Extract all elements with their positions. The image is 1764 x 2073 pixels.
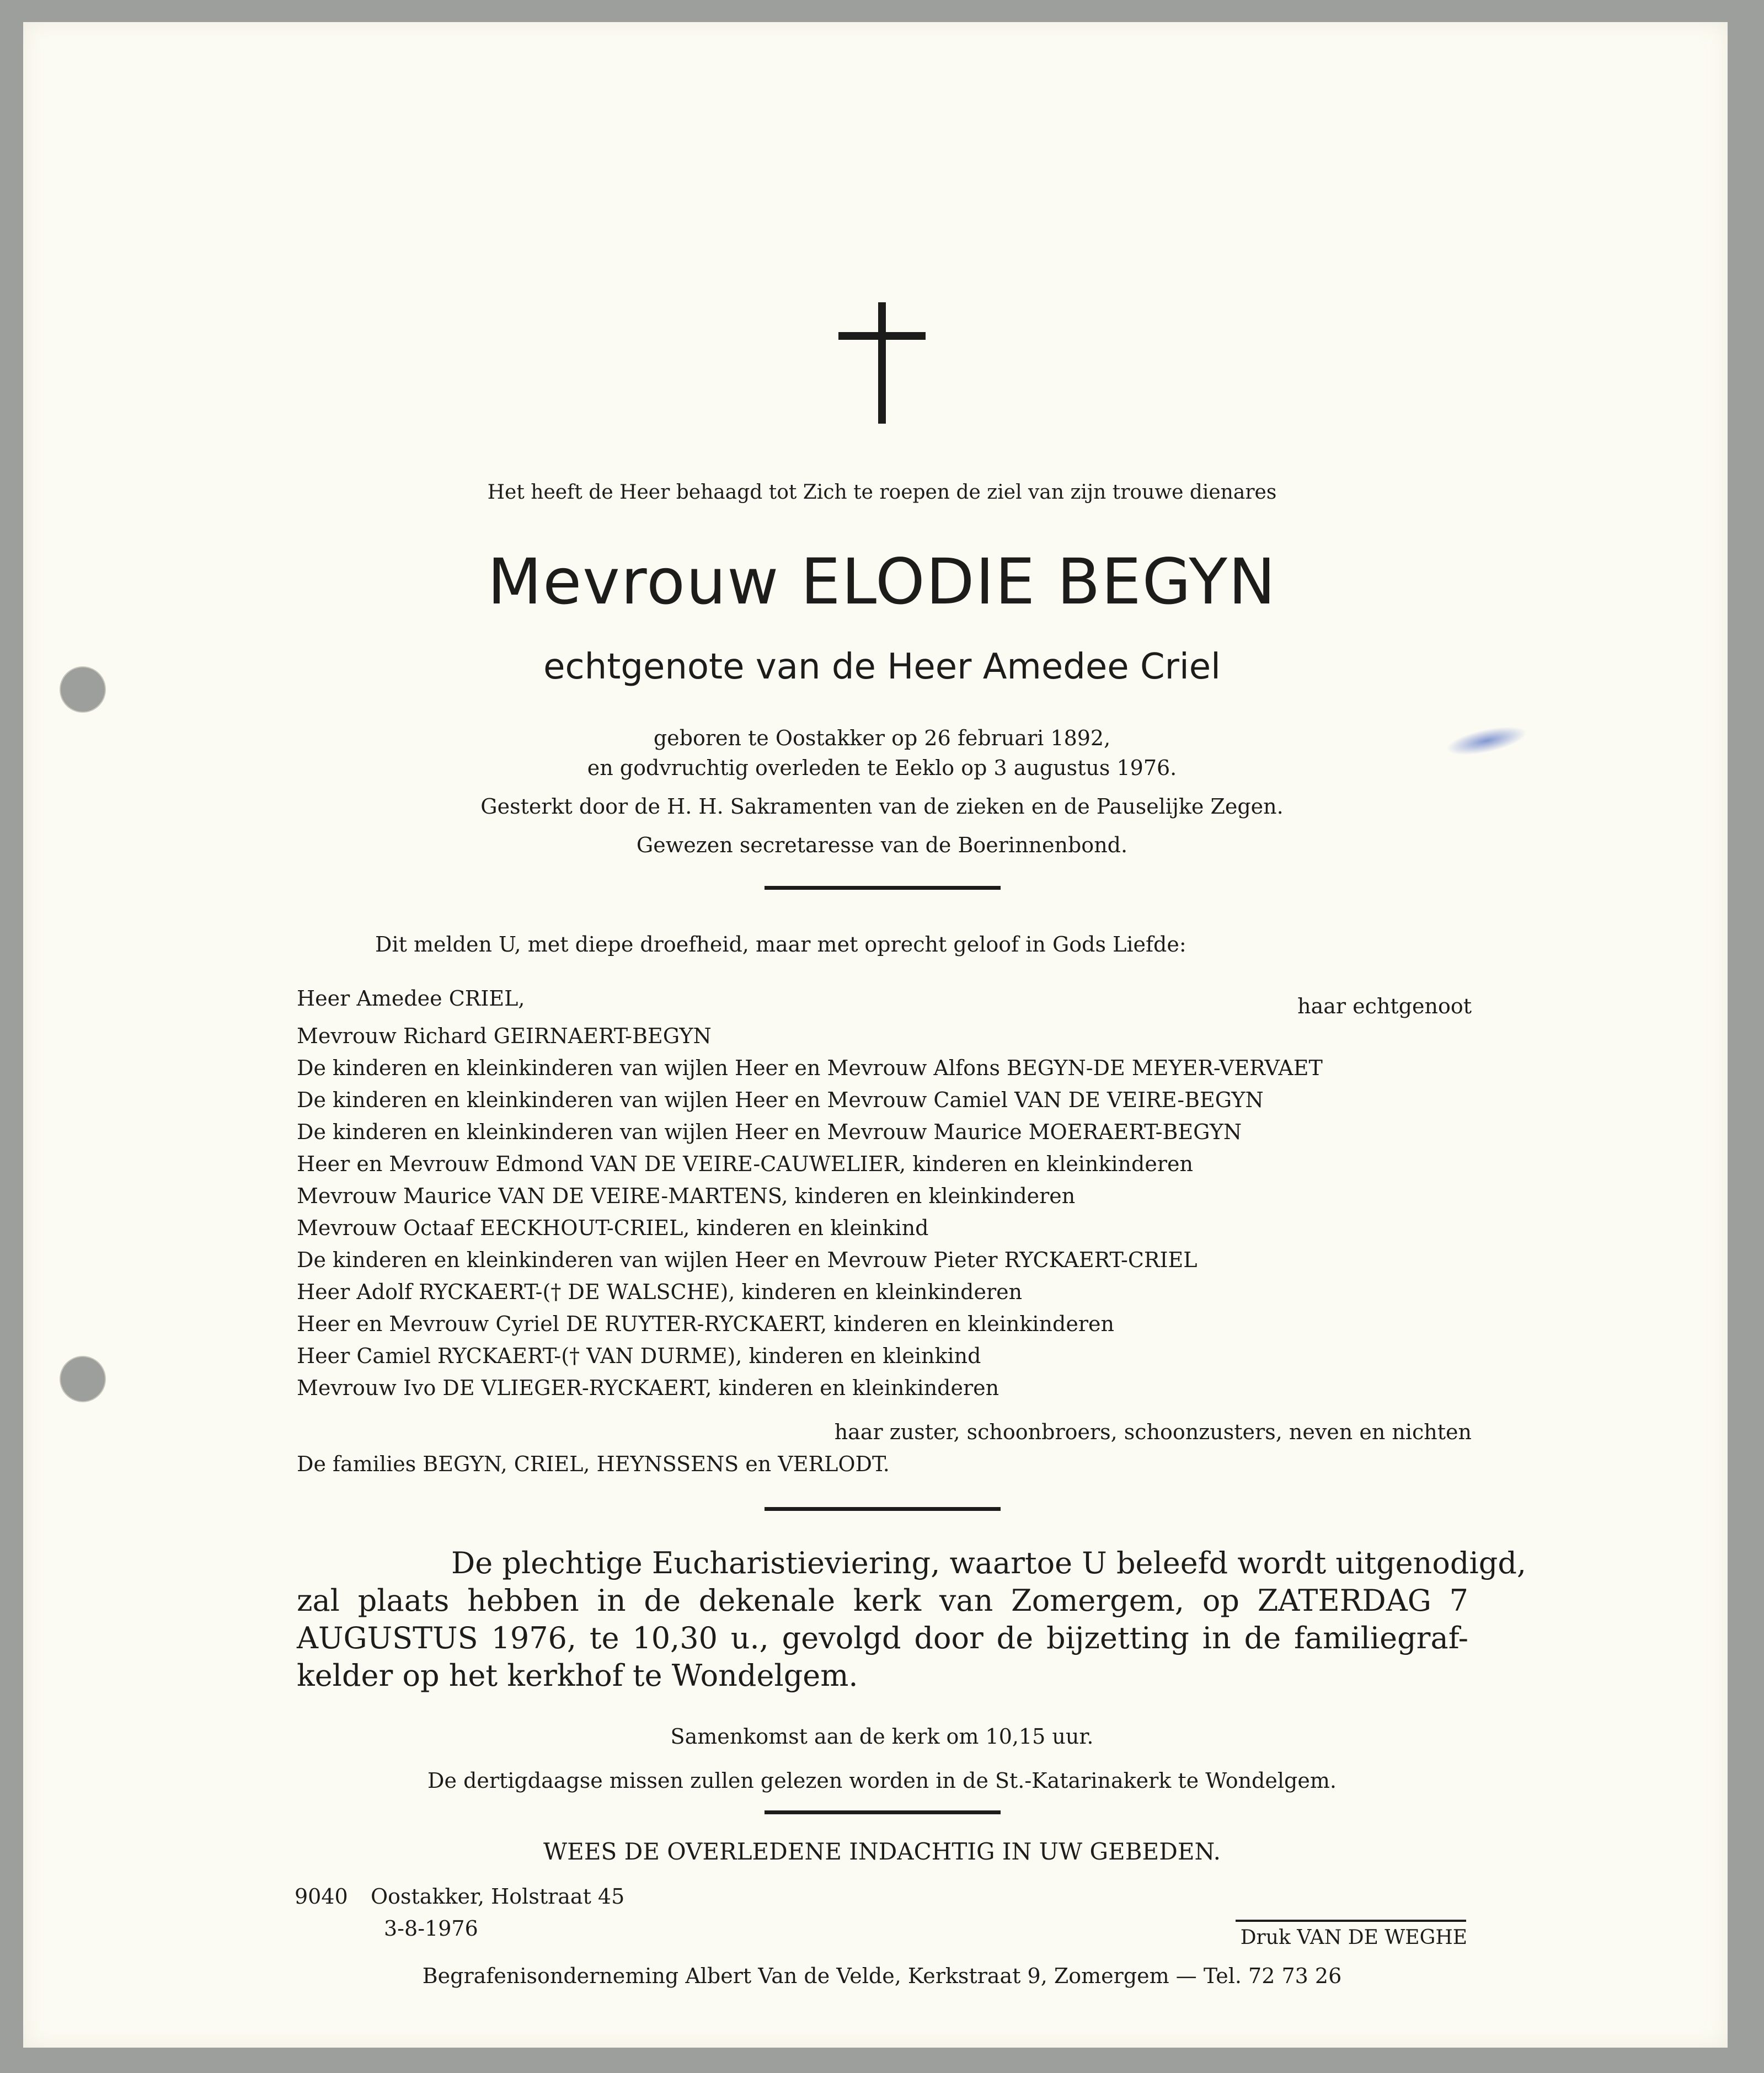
divider: [765, 886, 1001, 890]
mourner: Heer Amedee CRIEL,: [297, 986, 525, 1011]
prayer-line: WEES DE OVERLEDENE INDACHTIG IN UW GEBEDEN.: [543, 1838, 1221, 1865]
bio-line: geboren te Oostakker op 26 februari 1892,: [653, 726, 1111, 750]
bio-line: en godvruchtig overleden te Eeklo op 3 augustus 1976.: [587, 756, 1177, 780]
mourner: De kinderen en kleinkinderen van wijlen Heer en Mevrouw Maurice MOERAERT-BEGYN: [297, 1120, 1242, 1144]
bio-line: Gesterkt door de H. H. Sakramenten van de zieken en de Pauselijke Zegen.: [480, 794, 1284, 819]
announcement: Dit melden U, met diepe droefheid, maar met oprecht geloof in Gods Liefde:: [375, 932, 1186, 957]
divider: [765, 1507, 1001, 1511]
mourner: De kinderen en kleinkinderen van wijlen Heer en Mevrouw Camiel VAN DE VEIRE-BEGYN: [297, 1088, 1264, 1112]
address-date: 3-8-1976: [384, 1916, 478, 1941]
mourner: Heer en Mevrouw Edmond VAN DE VEIRE-CAUWELIER, kinderen en kleinkinderen: [297, 1152, 1193, 1176]
mourner: Heer Adolf RYCKAERT-(† DE WALSCHE), kinderen en kleinkinderen: [297, 1280, 1023, 1304]
mourner: Mevrouw Octaaf EECKHOUT-CRIEL, kinderen en kleinkind: [297, 1216, 929, 1240]
punch-hole-bottom: [60, 1356, 106, 1402]
address-postcode: 9040: [295, 1884, 348, 1909]
ceremony-line: AUGUSTUS 1976, te 10,30 u., gevolgd door de bijzetting in de familiegraf-: [297, 1621, 1468, 1655]
spouse-line: echtgenote van de Heer Amedee Criel: [543, 647, 1221, 687]
relations-line: haar zuster, schoonbroers, schoonzusters, neven en nichten: [834, 1420, 1472, 1444]
mourner-relation: haar echtgenoot: [1297, 994, 1472, 1018]
mourner: Mevrouw Ivo DE VLIEGER-RYCKAERT, kinderen en kleinkinderen: [297, 1376, 999, 1400]
mourner: Mevrouw Maurice VAN DE VEIRE-MARTENS, kinderen en kleinkinderen: [297, 1184, 1076, 1208]
mourner: De kinderen en kleinkinderen van wijlen Heer en Mevrouw Alfons BEGYN-DE MEYER-VERVAET: [297, 1056, 1323, 1080]
mourner: Heer Camiel RYCKAERT-(† VAN DURME), kinderen en kleinkind: [297, 1344, 981, 1368]
bio-line: Gewezen secretaresse van de Boerinnenbond.: [636, 833, 1128, 857]
printer-rule: [1236, 1920, 1466, 1922]
mourner: Mevrouw Richard GEIRNAERT-BEGYN: [297, 1024, 712, 1048]
printer-credit: Druk VAN DE WEGHE: [1240, 1926, 1467, 1949]
masses-line: De dertigdaagse missen zullen gelezen worden in de St.-Katarinakerk te Wondelgem.: [427, 1769, 1337, 1793]
mourner: Heer en Mevrouw Cyriel DE RUYTER-RYCKAERT, kinderen en kleinkinderen: [297, 1312, 1114, 1336]
deceased-name: Mevrouw ELODIE BEGYN: [487, 545, 1277, 618]
ceremony-paragraph: [297, 1545, 1527, 1695]
families-line: De families BEGYN, CRIEL, HEYNSSENS en VERLODT.: [297, 1452, 890, 1476]
divider: [765, 1810, 1001, 1814]
gathering-line: Samenkomst aan de kerk om 10,15 uur.: [670, 1724, 1094, 1749]
undertaker-line: Begrafenisonderneming Albert Van de Velde, Kerkstraat 9, Zomergem — Tel. 72 73 26: [422, 1964, 1342, 1988]
ceremony-line: De plechtige Eucharistieviering, waartoe U beleefd wordt uitgenodigd,: [451, 1546, 1527, 1580]
mourner: De kinderen en kleinkinderen van wijlen Heer en Mevrouw Pieter RYCKAERT-CRIEL: [297, 1248, 1198, 1272]
intro-text: Het heeft de Heer behaagd tot Zich te roepen de ziel van zijn trouwe dienares: [487, 481, 1277, 504]
ceremony-line: zal plaats hebben in de dekenale kerk van Zomergem, op ZATERDAG 7: [297, 1583, 1468, 1618]
address-street: Oostakker, Holstraat 45: [371, 1884, 625, 1909]
ceremony-line: kelder op het kerkhof te Wondelgem.: [297, 1658, 858, 1693]
